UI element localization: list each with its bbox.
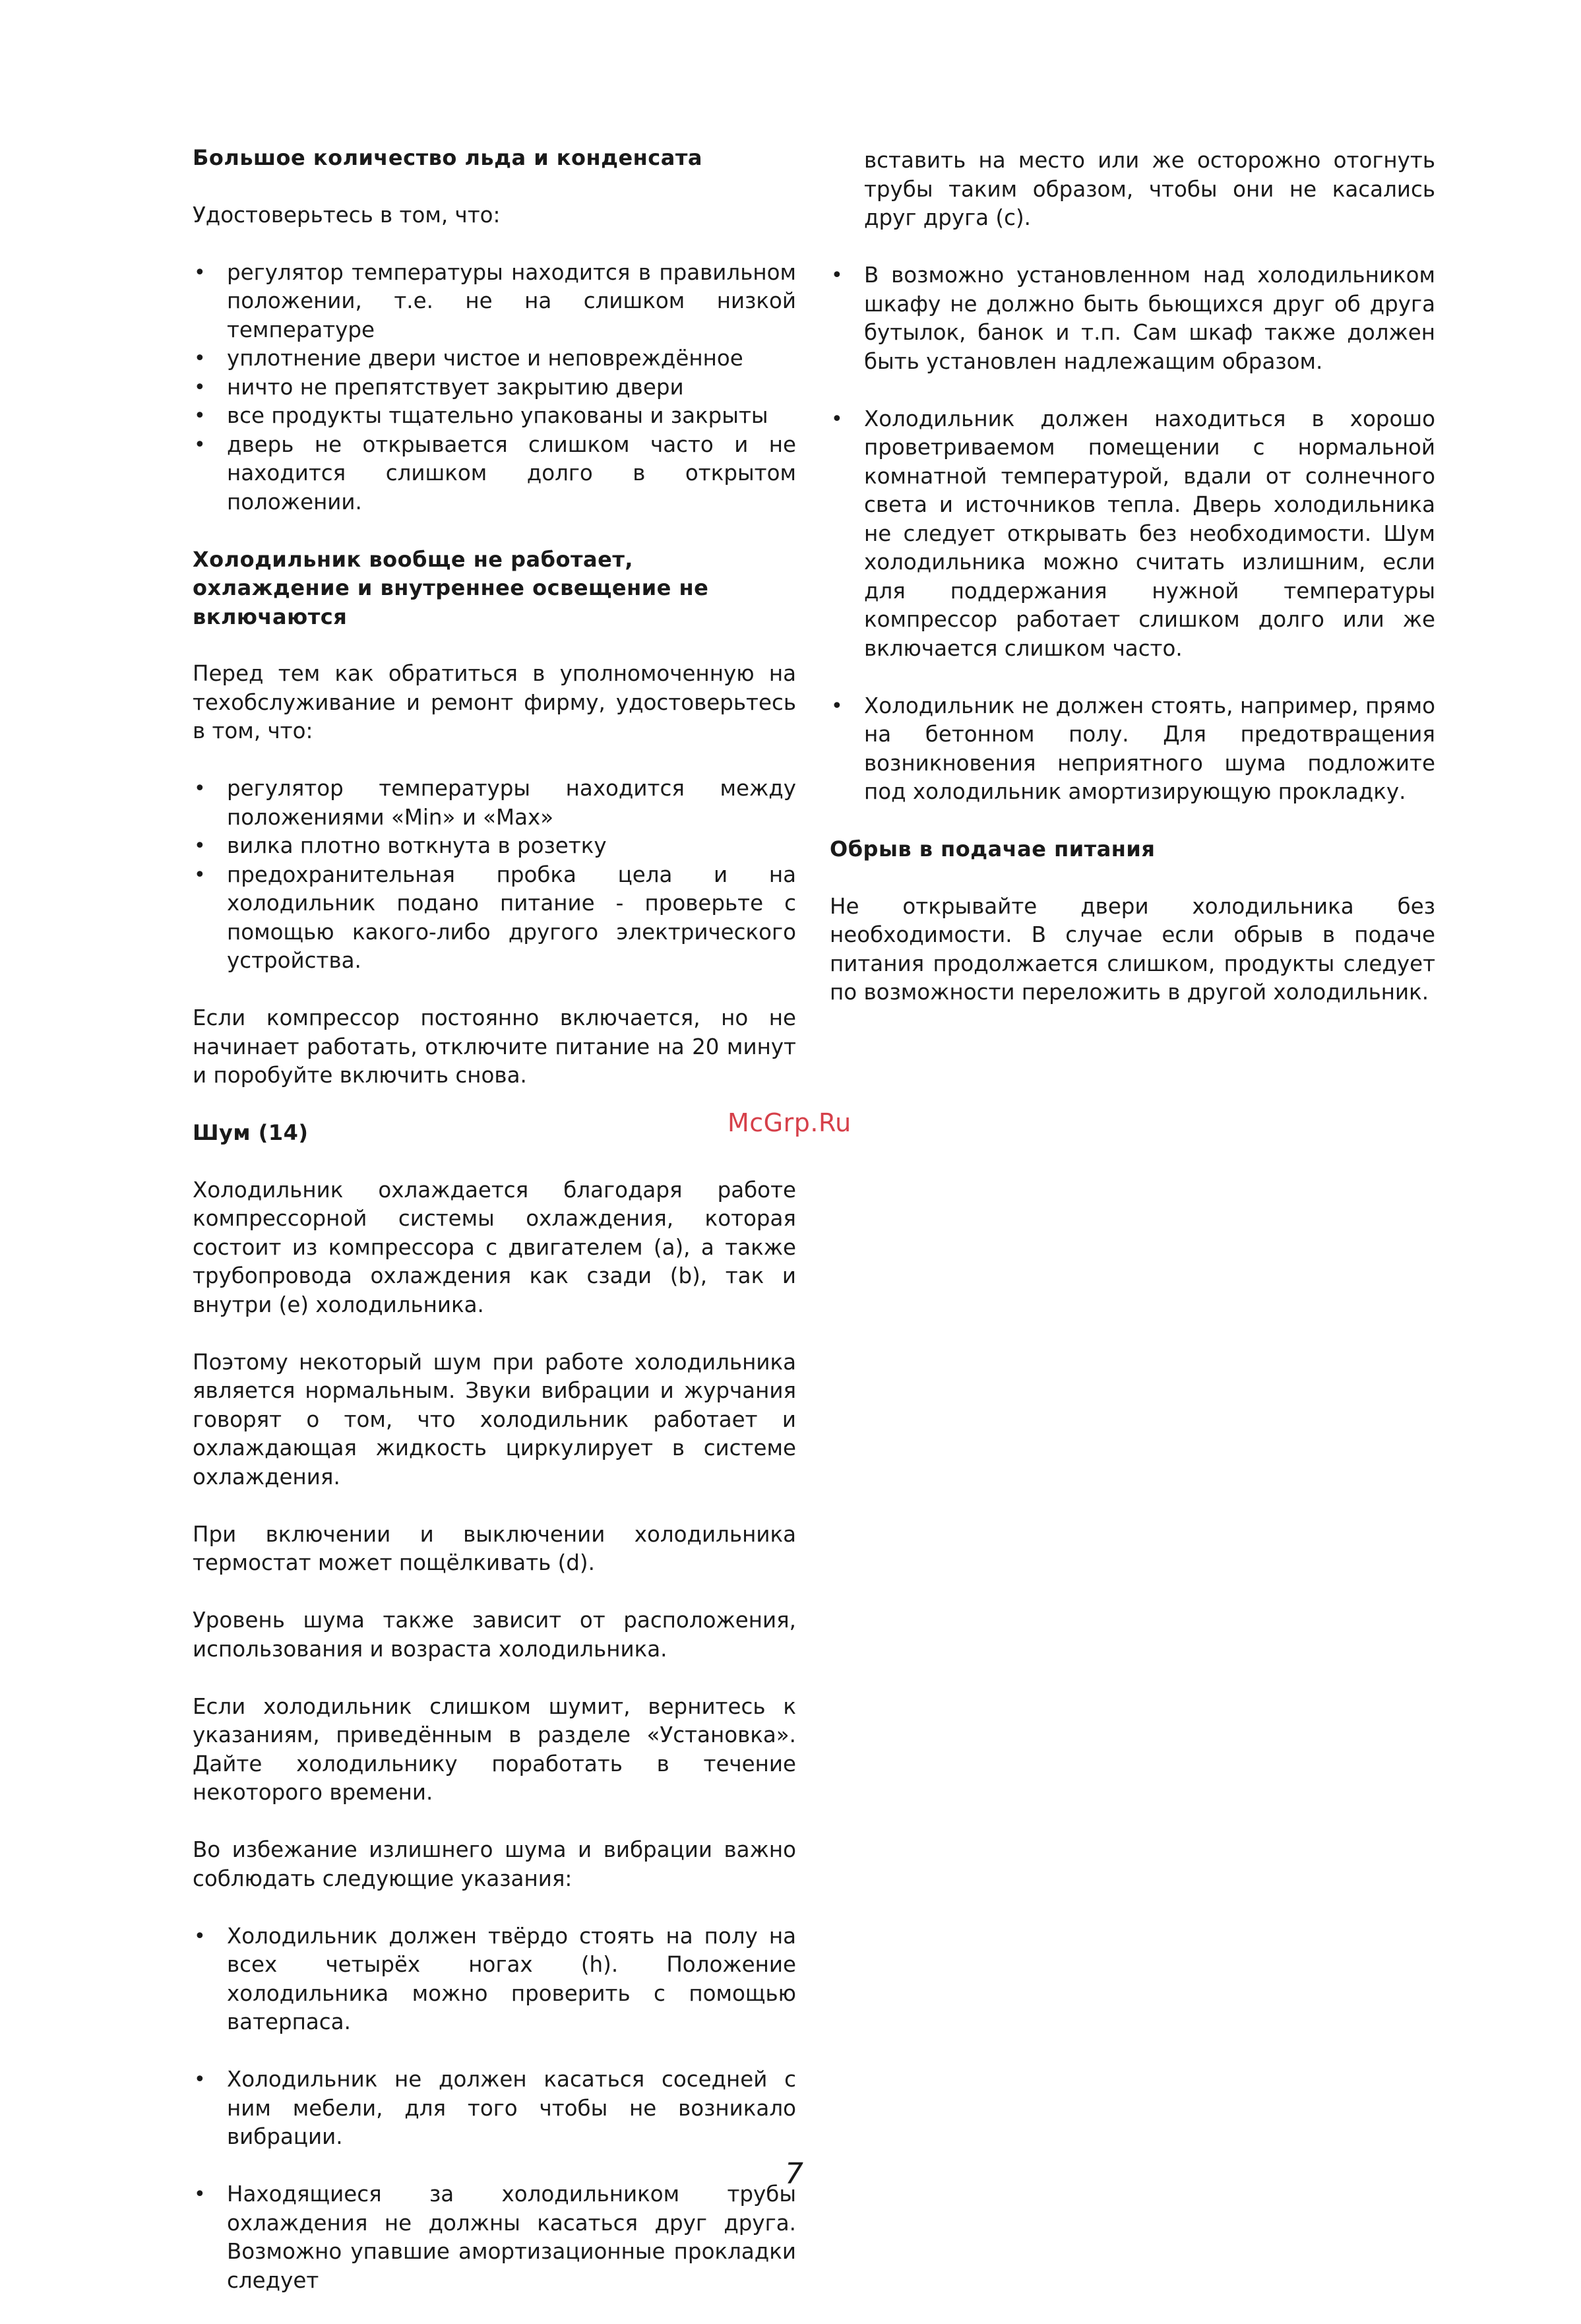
list-item: • регулятор температуры находится в правильном положении, т.е. не на слишком низкой температуре [193, 259, 796, 345]
paragraph: Удостоверьтесь в том, что: [193, 202, 501, 228]
list-item-continuation [830, 146, 1435, 233]
list-item: • Холодильник не должен стоять, например, прямо на бетонном полу. Для предотвращения возникновения неприятного шума подложите под холодильник амортизирующую прокладку. [830, 692, 1435, 807]
list-item: • Холодильник должен твёрдо стоять на полу на всех четырёх ногах (h). Положение холодильника можно проверить с помощью ватерпаса. [193, 1922, 796, 2037]
list-item: • регулятор температуры находится между положениями «Min» и «Max» [193, 774, 796, 832]
list-item: • ничто не препятствует закрытию двери [193, 373, 796, 402]
list-item: • вилка плотно воткнута в розетку [193, 832, 796, 861]
paragraph: При включении и выключении холодильника термостат может пощёлкивать (d). [193, 1521, 796, 1575]
list-item: • все продукты тщательно упакованы и закрыты [193, 402, 796, 431]
bullet-list-not-working [193, 774, 796, 976]
paragraph: Уровень шума также зависит от расположения, использования и возраста холодильника. [193, 1608, 796, 1662]
list-item: • предохранительная пробка цела и на холодильник подано питание - проверьте с помощью какого-либо другого электрического устройства. [193, 861, 796, 976]
paragraph: Перед тем как обратиться в уполномоченную на техобслуживание и ремонт фирму, удостоверьтесь в том, что: [193, 661, 796, 743]
page-number: 7 [785, 2157, 803, 2191]
section-title-power-failure: Обрыв в подачае питания [830, 836, 1156, 862]
list-item: • уплотнение двери чистое и неповреждённое [193, 344, 796, 373]
bullet-list-noise-continued [830, 146, 1435, 807]
list-item: • В возможно установленном над холодильником шкафу не должно быть бьющихся друг об друга бутылок, банок и т.п. Сам шкаф также должен быть установлен надлежащим образом. [830, 261, 1435, 376]
list-item: • Холодильник должен находиться в хорошо проветриваемом помещении с нормальной комнатной температурой, вдали от солнечного света и источников тепла. Дверь холодильника не следует открывать без необходимости. Шум холодильника можно считать излишним, если для поддержания нужной температуры компрессор работает слишком долго или же включается слишком часто. [830, 405, 1435, 664]
paragraph: Не открывайте двери холодильника без необходимости. В случае если обрыв в подаче питания продолжается слишком, продукты следует по возможности переложить в другой холодильник. [830, 893, 1435, 1005]
paragraph: Поэтому некоторый шум при работе холодильника является нормальным. Звуки вибрации и журчания говорят о том, что холодильник работает и охлаждающая жидкость циркулирует в системе охлаждения. [193, 1349, 796, 1490]
paragraph: Если компрессор постоянно включается, но не начинает работать, отключите питание на 20 минут и поробуйте включить снова. [193, 1005, 796, 1088]
paragraph: Если холодильник слишком шумит, вернитесь к указаниям, приведённым в разделе «Установка». Дайте холодильнику поработать в течение некоторого времени. [193, 1693, 796, 1805]
left-column [193, 144, 796, 2324]
section-title-ice: Большое количество льда и конденсата [193, 145, 702, 170]
watermark: McGrp.Ru [728, 1108, 852, 1137]
list-item: • дверь не открывается слишком часто и не находится слишком долго в открытом положении. [193, 431, 796, 517]
section-title-noise: Шум (14) [193, 1120, 309, 1145]
list-item: • Холодильник не должен касаться соседней с ним мебели, для того чтобы не возникало вибрации. [193, 2065, 796, 2152]
bullet-list-ice [193, 259, 796, 517]
paragraph: Во избежание излишнего шума и вибрации важно соблюдать следующие указания: [193, 1837, 796, 1891]
right-column [830, 146, 1435, 1036]
bullet-list-noise [193, 1922, 796, 2296]
list-item: • Находящиеся за холодильником трубы охлаждения не должны касаться друг друга. Возможно упавшие амортизационные прокладки следует [193, 2180, 796, 2295]
continuation-text: вставить на место или же осторожно отогнуть трубы таким образом, чтобы они не касались друг друга (c). [864, 148, 1435, 230]
section-title-not-working: Холодильник вообще не работает, охлаждение и внутреннее освещение не включаются [193, 546, 709, 629]
paragraph: Холодильник охлаждается благодаря работе компрессорной системы охлаждения, которая состоит из компрессора с двигателем (a), а также трубопровода охлаждения как сзади (b), так и внутри (e) холодильника. [193, 1177, 796, 1317]
